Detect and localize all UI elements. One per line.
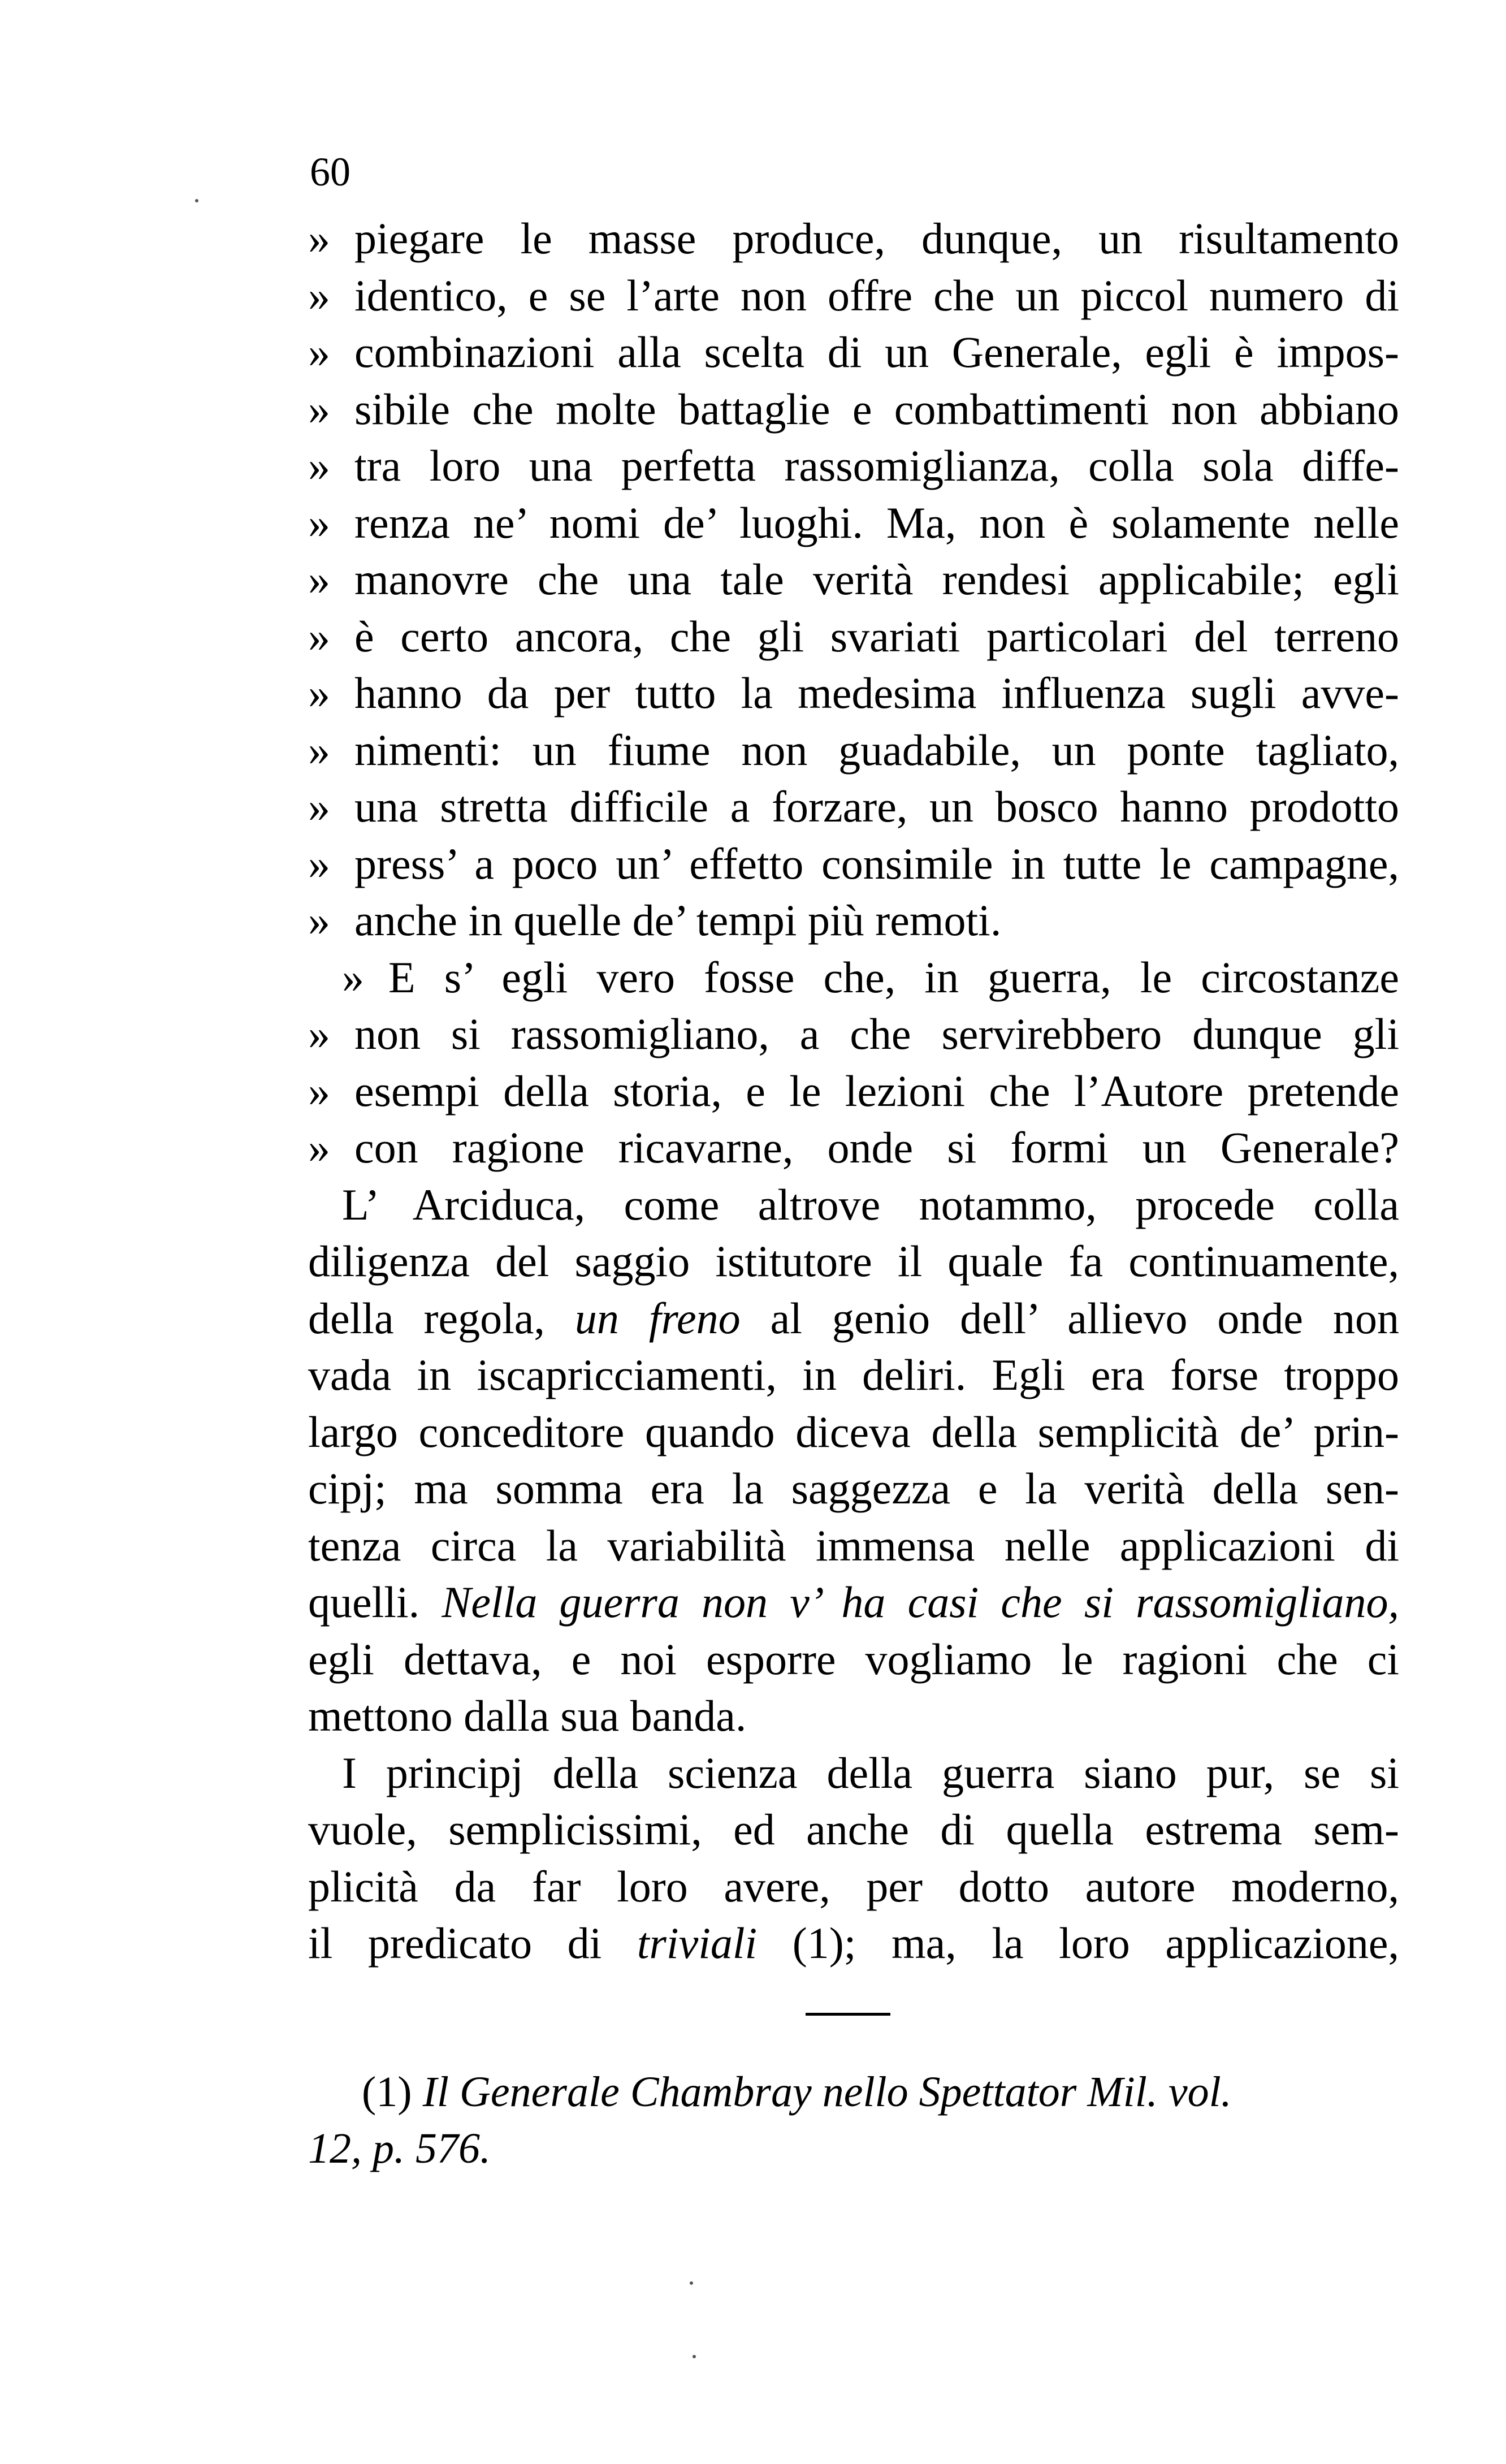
text-run: il predicato di <box>308 1918 602 1968</box>
quoted-line-text: con ragione ricavarne, onde si formi un Generale? <box>354 1123 1399 1172</box>
paragraph-line <box>308 1574 1399 1631</box>
quote-mark: » <box>308 214 330 263</box>
quote-mark: » <box>308 1123 330 1172</box>
quoted-line <box>308 267 1399 325</box>
quote-mark: » <box>308 270 330 320</box>
quoted-line-text: press’ a poco un’ effetto consimile in tutte le campagne, <box>354 838 1399 888</box>
quote-mark: » <box>308 838 330 888</box>
quote-mark: » <box>308 782 330 831</box>
paragraph-line: I principj della scienza della guerra siano pur, se si <box>342 1748 1399 1797</box>
specks <box>690 2281 693 2285</box>
quoted-line-text: identico, e se l’arte non offre che un piccol numero di <box>354 270 1399 320</box>
paragraph-line: vuole, semplicissimi, ed anche di quella estrema sem- <box>308 1805 1399 1854</box>
paragraph-line: diligenza del saggio istitutore il quale fa continuamente, <box>308 1237 1399 1286</box>
specks <box>693 2355 696 2358</box>
quote-mark: » <box>308 725 330 775</box>
footnote-text: Il Generale Chambray nello Spettator Mil. vol. <box>422 2068 1232 2116</box>
paragraph-line: vada in iscapricciamenti, in deliri. Egli era forse troppo <box>308 1350 1399 1399</box>
paragraph-line: egli dettava, e noi esporre vogliamo le ragioni che ci <box>308 1634 1399 1684</box>
quoted-line <box>308 438 1399 495</box>
quoted-line <box>308 1006 1399 1063</box>
quoted-line-text: è certo ancora, che gli svariati particolari del terreno <box>354 611 1399 661</box>
quoted-line <box>308 665 1399 722</box>
paragraph-line <box>308 1290 1399 1347</box>
quoted-line <box>308 1063 1399 1120</box>
quoted-line-text: nimenti: un fiume non guadabile, un ponte tagliato, <box>354 725 1399 775</box>
quoted-line <box>308 495 1399 552</box>
quoted-line <box>308 722 1399 779</box>
quote-mark: » <box>308 441 330 490</box>
paragraph-line <box>308 1915 1399 1972</box>
quoted-line <box>308 836 1399 893</box>
quote-mark: » <box>342 952 364 1002</box>
main-text <box>308 210 1399 1972</box>
quote-mark: » <box>308 896 330 945</box>
quoted-line-text: manovre che una tale verità rendesi applicabile; egli <box>354 555 1399 604</box>
text-run: (1); ma, la loro applicazione, <box>792 1918 1399 1968</box>
quote-mark: » <box>308 1009 330 1058</box>
paragraph-line: tenza circa la variabilità immensa nelle applicazioni di <box>308 1520 1399 1570</box>
quoted-line <box>308 779 1399 836</box>
italic-text: triviali <box>637 1918 758 1968</box>
quoted-line <box>308 551 1399 608</box>
quoted-line-text: sibile che molte battaglie e combattimenti non abbiano <box>354 384 1399 434</box>
paragraph-line: L’ Arciduca, come altrove notammo, procede colla <box>342 1179 1399 1229</box>
italic-text: un freno <box>574 1293 741 1343</box>
quoted-line <box>308 1119 1399 1177</box>
quoted-line-text: non si rassomigliano, a che servirebbero dunque gli <box>354 1009 1399 1058</box>
italic-text: Nella guerra non v’ ha casi che si rassomigliano, <box>442 1577 1399 1627</box>
quoted-line <box>308 324 1399 381</box>
quote-mark: » <box>308 384 330 434</box>
quoted-para-first-line <box>308 949 1399 1006</box>
quoted-line-text: combinazioni alla scelta di un Generale, egli è impos- <box>354 327 1399 377</box>
paragraph-line: largo conceditore quando diceva della semplicità de’ prin- <box>308 1407 1399 1456</box>
paragraph-line: mettono dalla sua banda. <box>308 1691 747 1740</box>
text-run: della regola, <box>308 1293 545 1343</box>
quoted-line-text: tra loro una perfetta rassomiglianza, colla sola diffe- <box>354 441 1399 490</box>
quote-mark: » <box>308 327 330 377</box>
quoted-line-text: hanno da per tutto la medesima influenza sugli avve- <box>354 668 1399 717</box>
paragraph-line: plicità da far loro avere, per dotto autore moderno, <box>308 1861 1399 1911</box>
quoted-line-text: renza ne’ nomi de’ luoghi. Ma, non è solamente nelle <box>354 498 1399 547</box>
footnote-separator <box>806 2013 890 2016</box>
paragraph-line: cipj; ma somma era la saggezza e la verità della sen- <box>308 1464 1399 1513</box>
quote-mark: » <box>308 555 330 604</box>
quote-mark: » <box>308 611 330 661</box>
quoted-line <box>308 381 1399 438</box>
quote-mark: » <box>308 668 330 717</box>
quote-mark: » <box>308 1066 330 1116</box>
quoted-line-text: E s’ egli vero fosse che, in guerra, le circostanze <box>388 952 1399 1002</box>
text-run: quelli. <box>308 1577 420 1627</box>
page-number: 60 <box>310 149 350 194</box>
quoted-line-text: anche in quelle de’ tempi più remoti. <box>354 896 1002 945</box>
quoted-line-text: esempi della storia, e le lezioni che l’Autore pretende <box>354 1066 1399 1116</box>
quoted-line <box>308 892 1399 949</box>
specks <box>195 199 198 202</box>
footnote <box>308 2064 1399 2177</box>
quoted-line-text: una stretta difficile a forzare, un bosco hanno prodotto <box>354 782 1399 831</box>
quoted-line-text: piegare le masse produce, dunque, un risultamento <box>354 214 1399 263</box>
footnote-mark: (1) <box>362 2068 412 2116</box>
text-run: al genio dell’ allievo onde non <box>770 1293 1400 1343</box>
footnote-line: 12, p. 576. <box>308 2125 491 2172</box>
quoted-line <box>308 608 1399 665</box>
quoted-line <box>308 210 1399 267</box>
footnote-line <box>308 2064 1399 2120</box>
quote-mark: » <box>308 498 330 547</box>
